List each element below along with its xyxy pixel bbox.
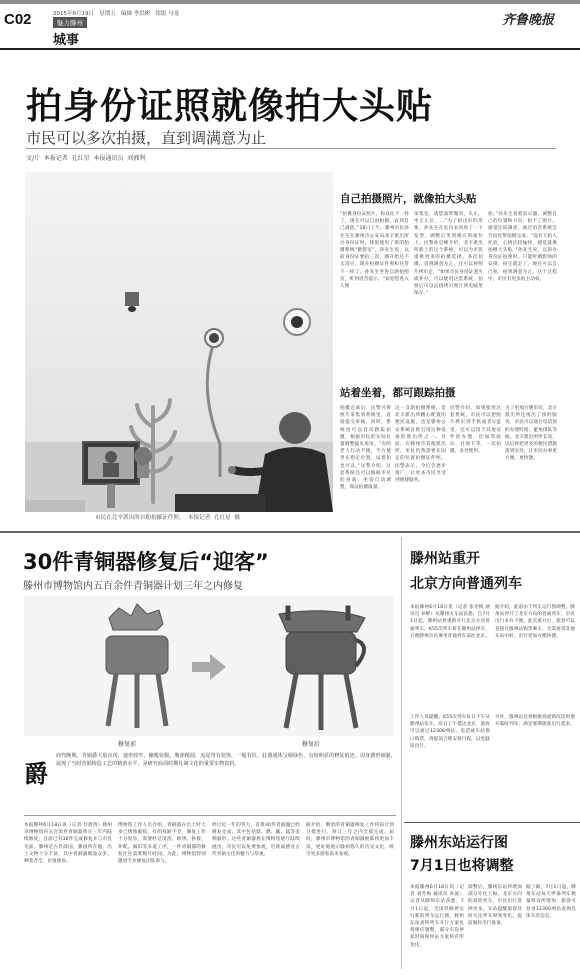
caption-rule: [24, 815, 396, 816]
section-divider: [0, 531, 580, 533]
label-after: 修复后: [302, 741, 321, 748]
rail-col-3: 工作人员提醒，K55次列车每日下午从滕州站发车，次日上午抵达北京，旅客可以通过12306网站、电话或车站窗口购票，请提前合理安排行程，以免耽误出行。: [410, 715, 490, 749]
rail-headline-2: 北京方向普通列车: [410, 576, 522, 592]
main-col-1: “拍摄身份证照片，和以往不一样了，现在可以自由拍摄，直到自己满意。”18日上午，滕州市民孙先生在滕州市公安局北辛派出所办身份证时，体验使用了新的拍摄系统“摄影室”。孙先生说，以前身份证要拍三次，刚开始还不太适应，现在拍摄证件照和往常不一样了。孙先生坐进自助拍照室，听到语音提示，“欢迎您进入人像: [340, 212, 409, 290]
bus-col-2: 调整后，滕州东站将增加部分开往上海、北京方向的高铁列车，市民出行选择更多。车站提醒旅客及时关注列车时刻变化，提前做好出行准备。: [468, 885, 522, 927]
bus-headline-1: 滕州东站运行图: [410, 835, 508, 851]
track-col-1: 拍摄完成后，民警可将照片采集到系统里，直接提交审核。同时，系统也可以自动跟踪拍摄，根据市民的实际位置调整镜头角度。“有的老人行动不便，不方便坐在指定位置，站着拍也可以。”民警介绍，这套系统还可以根据市民的身高、坐姿自动调整，保证拍摄质量。: [340, 406, 391, 491]
main-col-3: 检。”孙先生看着显示器，调整自己的位置和方向，拍下了照片。感觉比较满意，通过语音系统会告诉民警拍摄完成。“没有天拍人化验，心情比较愉快，感觉就像拍摄大头贴。”孙先生说，以前办身份证拍照时，只能听摄影师的安排，拍完就走了，现在可以自己拍，拍到满意为止。这个过程中，市民有更多的主动权。: [488, 212, 557, 282]
drop-cap: 爵: [24, 760, 48, 788]
rail-headline-1: 滕州站重开: [410, 551, 480, 567]
bronze-photos: [24, 596, 394, 736]
bronze-col-2: 博物馆工作人员介绍，青铜器在出土时大多已锈蚀破损，有的残缺不全，修复工作十分复杂，需要经过清洗、除锈、拼接、补配、做旧等多道工序，一件青铜器的修复往往需要数月时间。为此，博物馆特别邀请专业修复团队参与。: [118, 823, 206, 865]
main-headline: 拍身份证照就像拍大头贴: [26, 86, 434, 127]
bronze-caption: 商代晚期，青铜爵大量出现，通形较窄，橄榄状腹，腹部稍圆，流尾带有装饰，一般有柱。此器通体呈铜绿色，有较明显的修复痕迹。周身器形细腻，展现了当时青铜铸造工艺的精湛水平，是研究商周时期礼制文化的重要实物资料。: [56, 753, 396, 767]
main-col-2: 采集室，请您面带微笑，头正，坐正正位，…”为了拍出好的形象，孙先生在室内来回看了一下发型，调整后坐到相应的座位上。民警孙启峰介绍，北辛派出所新上的这个系统，可以为市民提供更多的拍摄选择。多次拍摄，直到满意为止，还可以将照片拷贝走，“如果市民身份证遗失或补办，可以使用这套系统，拍照后可以直接拷贝照片到电脑里保存。”: [414, 212, 483, 297]
paper-name: 齐鲁晚报: [502, 13, 555, 28]
track-col-3: 民警介绍，如果使用这套系统，市民可以把照片拷贝到手机或者U盘里，还可以用于其他证件的办理，比如驾驶证、社保卡等，一次拍摄，多处使用。: [450, 406, 501, 455]
bus-col-1: 本报滕州6月18日讯（记者 刘冬梅 通讯员 孙波）记者从滕州东站获悉，7月1日起，全国铁路将实行新的列车运行图，滕州东站高铁列车开行方案也将相应调整，部分车次停靠时间和停站方案将有所变化。: [410, 885, 464, 948]
main-byline: 文/片 本报记者 孔红星 本报通讯员 刘湘利: [26, 155, 146, 162]
bronze-col-4: 据介绍，剩余的青铜器修复工作将按计划分批进行，预计三年之内全部完成。届时，滕州市博物馆的青铜器展陈将更加丰富，更好地展示滕州悠久的历史文化，吸引更多游客前来参观。: [306, 823, 394, 857]
label-before: 修复前: [118, 741, 137, 748]
rail-col-1: 本报滕州6月18日讯（记者 张冬梅 通讯员 孙彬）从滕州火车站获悉，自7月1日起，滕州站将重新开行北京方向普通列车，K55次列车将在滕州站停车，方便滕州市民乘坐普通列车前往北京。: [410, 605, 490, 639]
bronze-subhead: 滕州市博物馆内五百余件青铜器计划三年之内修复: [23, 581, 243, 592]
bronze-col-1: 本报滕州6月18日讯（记者 甘倩倩）滕州市博物馆内五百余件青铜器将在三年内陆续修复，目前已有30件完成修复并与市民见面。滕州是古代薛国、滕国所在地，出土文物十分丰富，其中青铜器数量众多、种类齐全、价值极高。: [24, 823, 112, 865]
masthead-rule: [0, 48, 580, 50]
main-photo: [25, 172, 333, 512]
photo-caption: 市民在北辛派出所自助拍摄证件照。 本报记者 孔红星 摄: [95, 515, 240, 521]
bus-col-3: 据了解，7月1日起，滕州东站每天停靠列车数量将有所增加，旅客可登录12306网站查询具体车次信息。: [526, 885, 576, 919]
rail-col-4: 另外，滕州站还将根据客流情况适时增开临时列车，满足暑期旅客出行需求。: [495, 715, 575, 728]
column-badge: 魅力滕州: [53, 17, 87, 28]
meta-line: 2015年6月19日 星期五 编辑 李洪彬 组版 马龙: [53, 11, 180, 17]
track-col-4: 为了更加方便市民，北辛派出所还推出了预约服务，市民可以通过电话预约办理时间，避免排队等候。北辛派出所所长说，以后将把更多的便民措施落到实处，让市民办事更方便、更快捷。: [505, 406, 557, 462]
rail-divider: [404, 822, 580, 823]
main-subhead: 市民可以多次拍摄，直到调满意为止: [26, 129, 267, 147]
rail-col-2: 据介绍，此前由于列车运行图调整，滕州站停开了北京方向的普通列车，市民出行多有不便。此次重开后，旅客可以直接在滕州站购票乘车，无需再到其他车站中转，出行更加方便快捷。: [495, 605, 575, 639]
bronze-headline: 30件青铜器修复后“迎客”: [23, 550, 269, 574]
subhead-tracking: 站着坐着，都可跟踪拍摄: [340, 387, 456, 399]
subhead-self-photo: 自己拍摄照片，就像拍大头贴: [340, 193, 477, 205]
column-divider: [401, 537, 402, 969]
masthead-bar: [0, 0, 580, 4]
section-title: 城事: [53, 33, 80, 48]
byline-rule: [26, 148, 556, 149]
page-code: C02: [4, 11, 32, 28]
bus-headline-2: 7月1日也将调整: [410, 858, 514, 874]
track-col-2: 这一自助拍摄系统，是北辛派出所精心配置的便民设施，也是滕州公安系统首批启用这种设备的派出所之一。目前，在滕州市其他派出所，市民仍然需要在固定的位置拍摄证件照。民警表示，今后会逐步推广，让更多市民享受到便捷服务。: [395, 406, 446, 484]
bronze-col-3: 经过近一年的努力，首批30件青铜器已经修复完成，其中包括鼎、爵、觚、簋等多种器形。这些青铜器将在博物馆展厅陆续展出，市民可以免费参观，近距离感受古代青铜文化的魅力与厚重。: [212, 823, 300, 857]
